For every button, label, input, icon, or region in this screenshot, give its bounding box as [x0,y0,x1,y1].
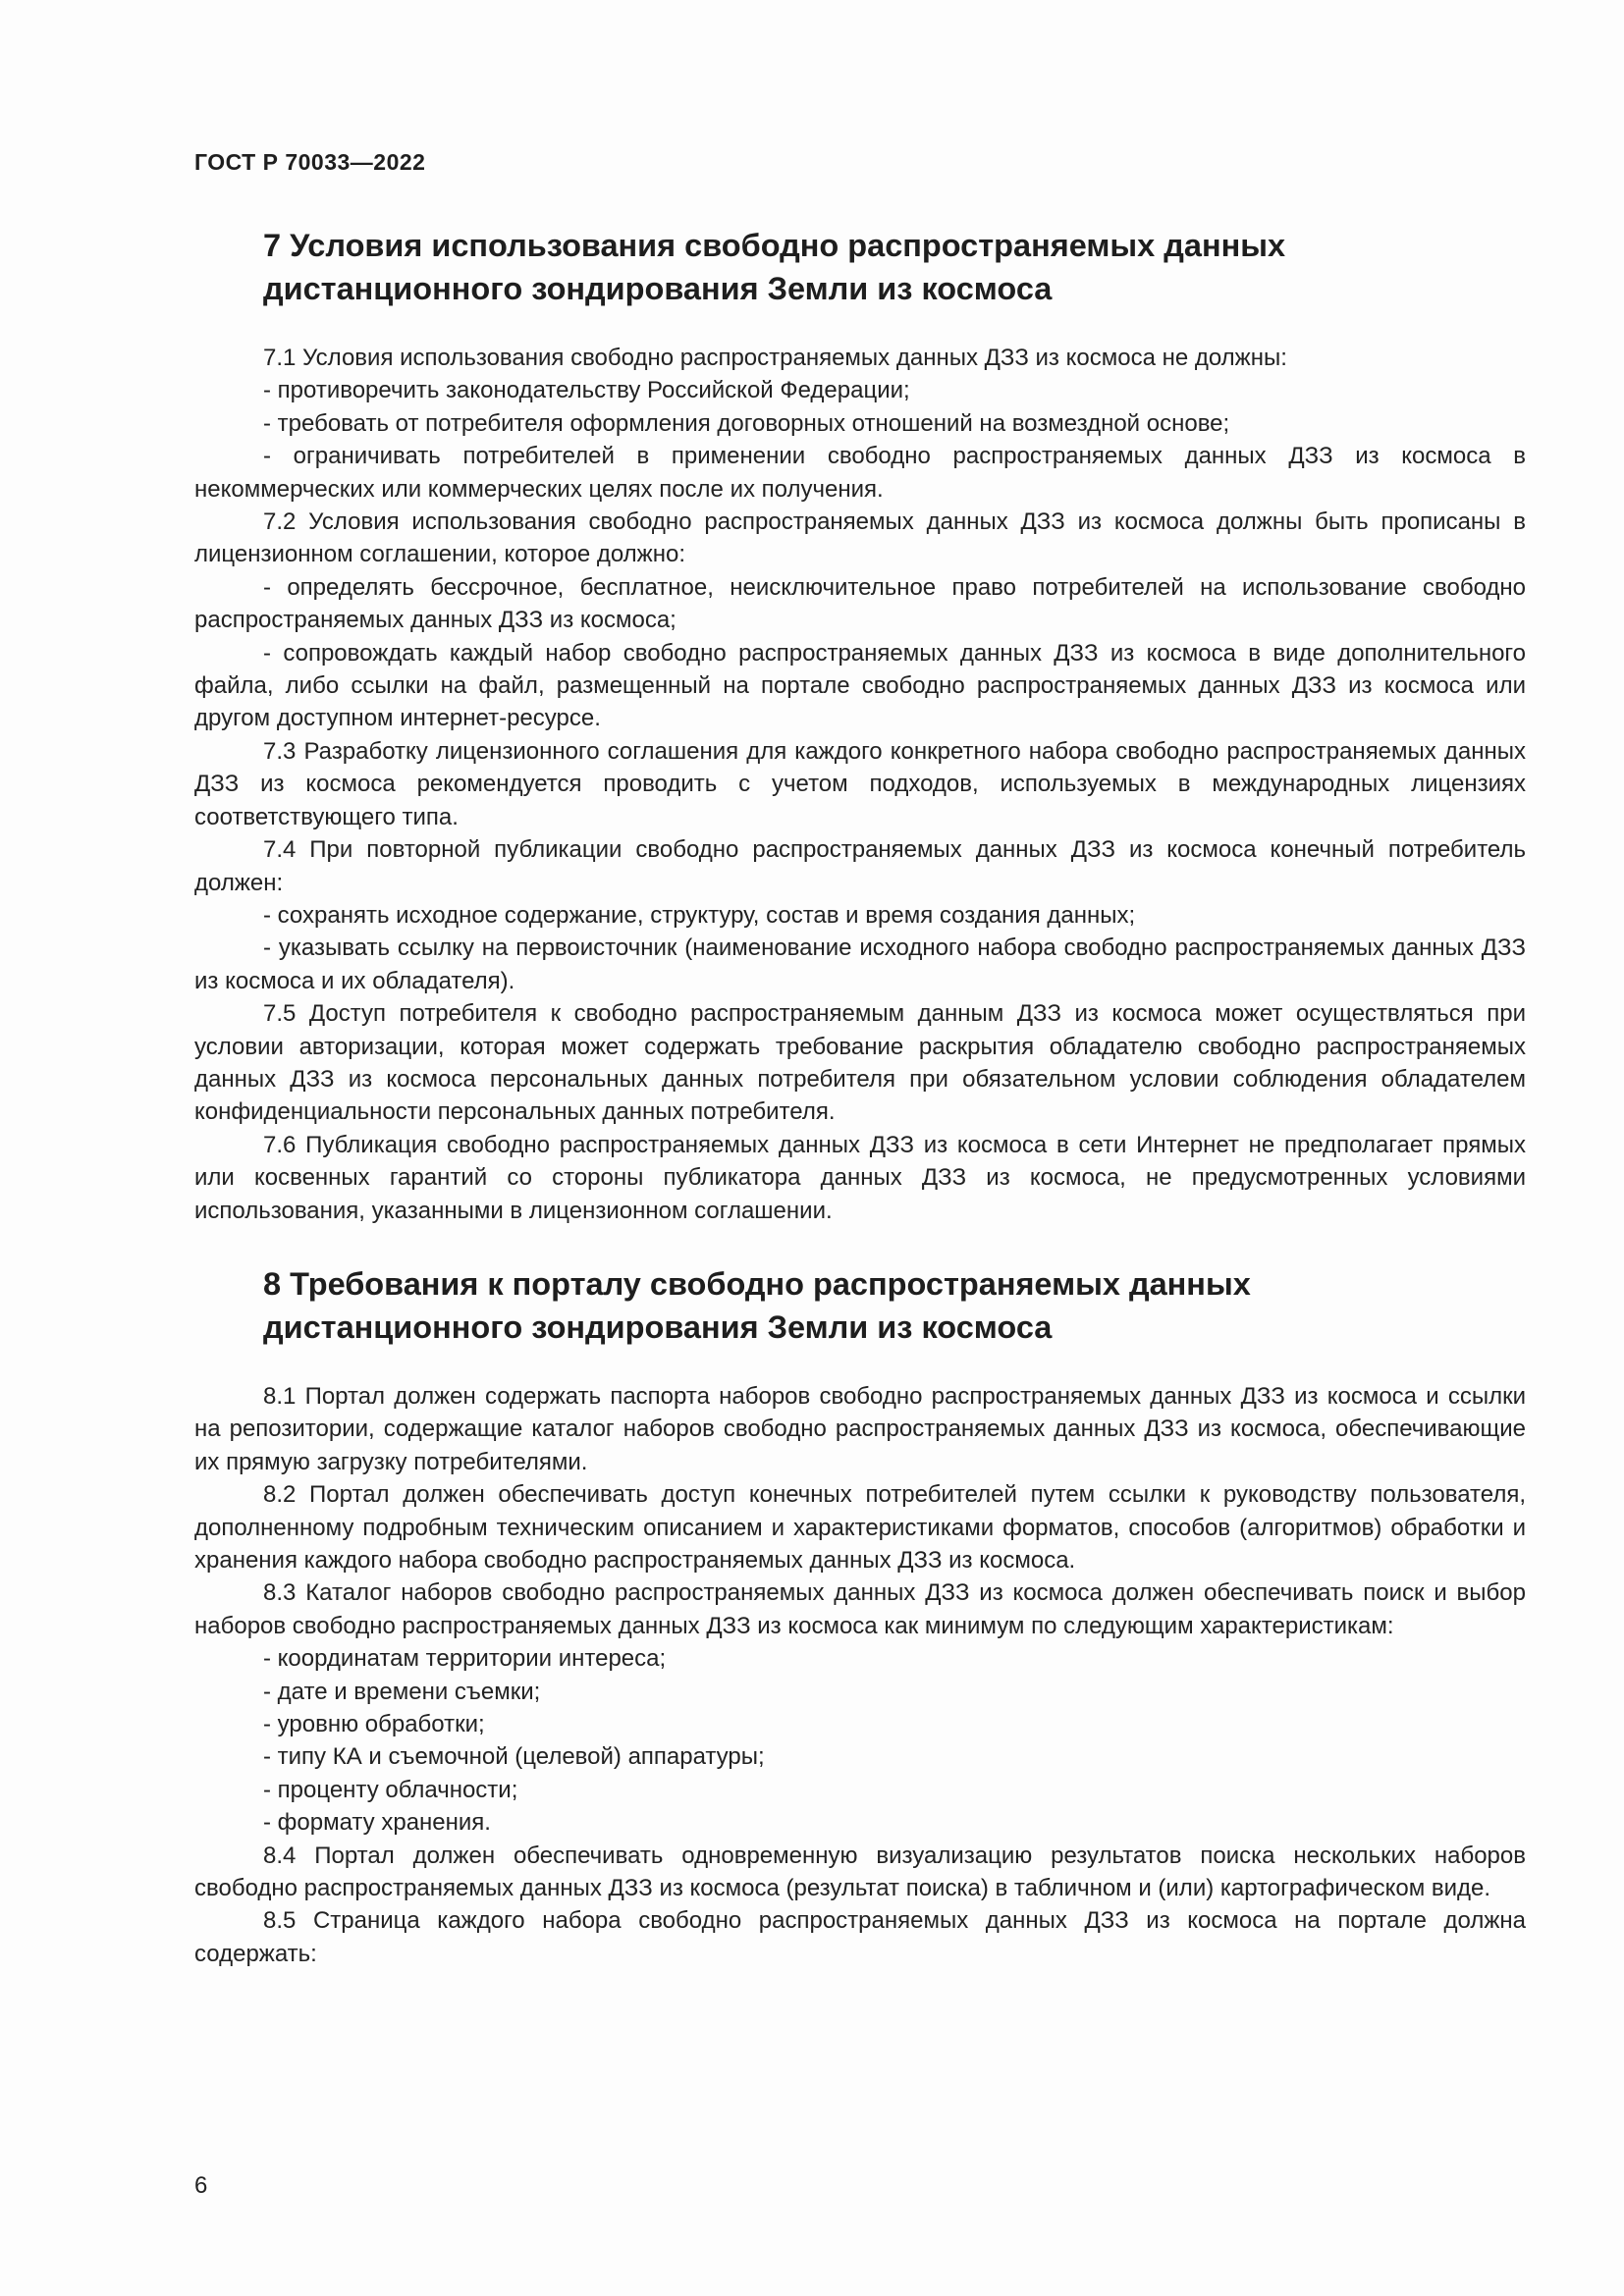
page-number: 6 [194,2172,208,2199]
paragraph-8-3: 8.3 Каталог наборов свободно распространяемых данных ДЗЗ из космоса должен обеспечивать поиск и выбор наборов свободно распространяемых данных ДЗЗ из космоса как минимум по следующим характеристикам: [194,1579,1526,1639]
list-item-7-2-b: - сопровождать каждый набор свободно распространяемых данных ДЗЗ из космоса в виде дополнительного файла, либо ссылки на файл, размещенный на портале свободно распространяемых данных ДЗЗ из космоса или другом доступном интернет-ресурсе. [194,639,1526,732]
list-item-7-2-a: - определять бессрочное, бесплатное, неисключительное право потребителей на использование свободно распространяемых данных ДЗЗ из космоса; [194,573,1526,634]
document-body [194,224,1526,1970]
section-7-heading-line-1: 7 Условия использования свободно распространяемых данных [263,228,1286,263]
list-item-7-4-b: - указывать ссылку на первоисточник (наименование исходного набора свободно распространяемых данных ДЗЗ из космоса и их обладателя). [194,934,1526,994]
paragraph-8-2: 8.2 Портал должен обеспечивать доступ конечных потребителей путем ссылки к руководству пользователя, дополненному подробным техническим описанием и характеристиками форматов, способов (алгоритмов) обработки и хранения каждого набора свободно распространяемых данных ДЗЗ из космоса. [194,1481,1526,1574]
section-7-heading-line-2: дистанционного зондирования Земли из космоса [263,271,1053,306]
paragraph-8-1: 8.1 Портал должен содержать паспорта наборов свободно распространяемых данных ДЗЗ из космоса и ссылки на репозитории, содержащие каталог наборов свободно распространяемых данных ДЗЗ из космоса, обеспечивающие их прямую загрузку потребителями. [194,1382,1526,1475]
paragraph-8-5: 8.5 Страница каждого набора свободно распространяемых данных ДЗЗ из космоса на портале должна содержать: [194,1907,1526,1967]
list-item-7-4-a: - сохранять исходное содержание, структуру, состав и время создания данных; [263,901,1136,929]
section-8-heading-line-2: дистанционного зондирования Земли из космоса [263,1308,1053,1345]
list-item-7-1-b: - требовать от потребителя оформления договорных отношений на возмездной основе; [263,409,1230,437]
section-8-heading [263,1262,1526,1349]
section-7-heading [263,224,1526,310]
paragraph-7-2: 7.2 Условия использования свободно распространяемых данных ДЗЗ из космоса должны быть прописаны в лицензионном соглашении, которое должно: [194,508,1526,568]
list-item-7-1-a: - противоречить законодательству Российской Федерации; [263,377,910,404]
paragraph-7-4: 7.4 При повторной публикации свободно распространяемых данных ДЗЗ из космоса конечный потребитель должен: [194,836,1526,896]
list-item-8-3-f: - формату хранения. [263,1809,491,1837]
document-code-header: ГОСТ Р 70033—2022 [194,149,426,175]
list-item-8-3-e: - проценту облачности; [263,1776,518,1803]
list-item-8-3-c: - уровню обработки; [263,1711,485,1738]
list-item-8-3-d: - типу КА и съемочной (целевой) аппаратуры; [263,1743,765,1771]
paragraph-8-4: 8.4 Портал должен обеспечивать одновременную визуализацию результатов поиска нескольких наборов свободно распространяемых данных ДЗЗ из космоса (результат поиска) в табличном и (или) картографическом виде. [194,1842,1526,1902]
list-item-8-3-a: - координатам территории интереса; [263,1645,667,1673]
paragraph-7-5: 7.5 Доступ потребителя к свободно распространяемым данным ДЗЗ из космоса может осуществляться при условии авторизации, которая может содержать требование раскрытия обладателю свободно распространяемых данных ДЗЗ из космоса персональных данных потребителя при обязательном условии соблюдения обладателем конфиденциальности персональных данных потребителя. [194,1000,1526,1126]
paragraph-7-6: 7.6 Публикация свободно распространяемых данных ДЗЗ из космоса в сети Интернет не предполагает прямых или косвенных гарантий со стороны публикатора данных ДЗЗ из космоса, не предусмотренных условиями использования, указанными в лицензионном соглашении. [194,1131,1526,1224]
paragraph-7-3: 7.3 Разработку лицензионного соглашения для каждого конкретного набора свободно распространяемых данных ДЗЗ из космоса рекомендуется проводить с учетом подходов, используемых в международных лицензиях соответствующего типа. [194,737,1526,830]
list-item-8-3-b: - дате и времени съемки; [263,1678,541,1705]
section-8-heading-line-1: 8 Требования к порталу свободно распространяемых данных [263,1265,1251,1302]
list-item-7-1-c: - ограничивать потребителей в применении свободно распространяемых данных ДЗЗ из космоса в некоммерческих или коммерческих целях после их получения. [194,443,1526,503]
paragraph-7-1: 7.1 Условия использования свободно распространяемых данных ДЗЗ из космоса не должны: [263,345,1287,371]
